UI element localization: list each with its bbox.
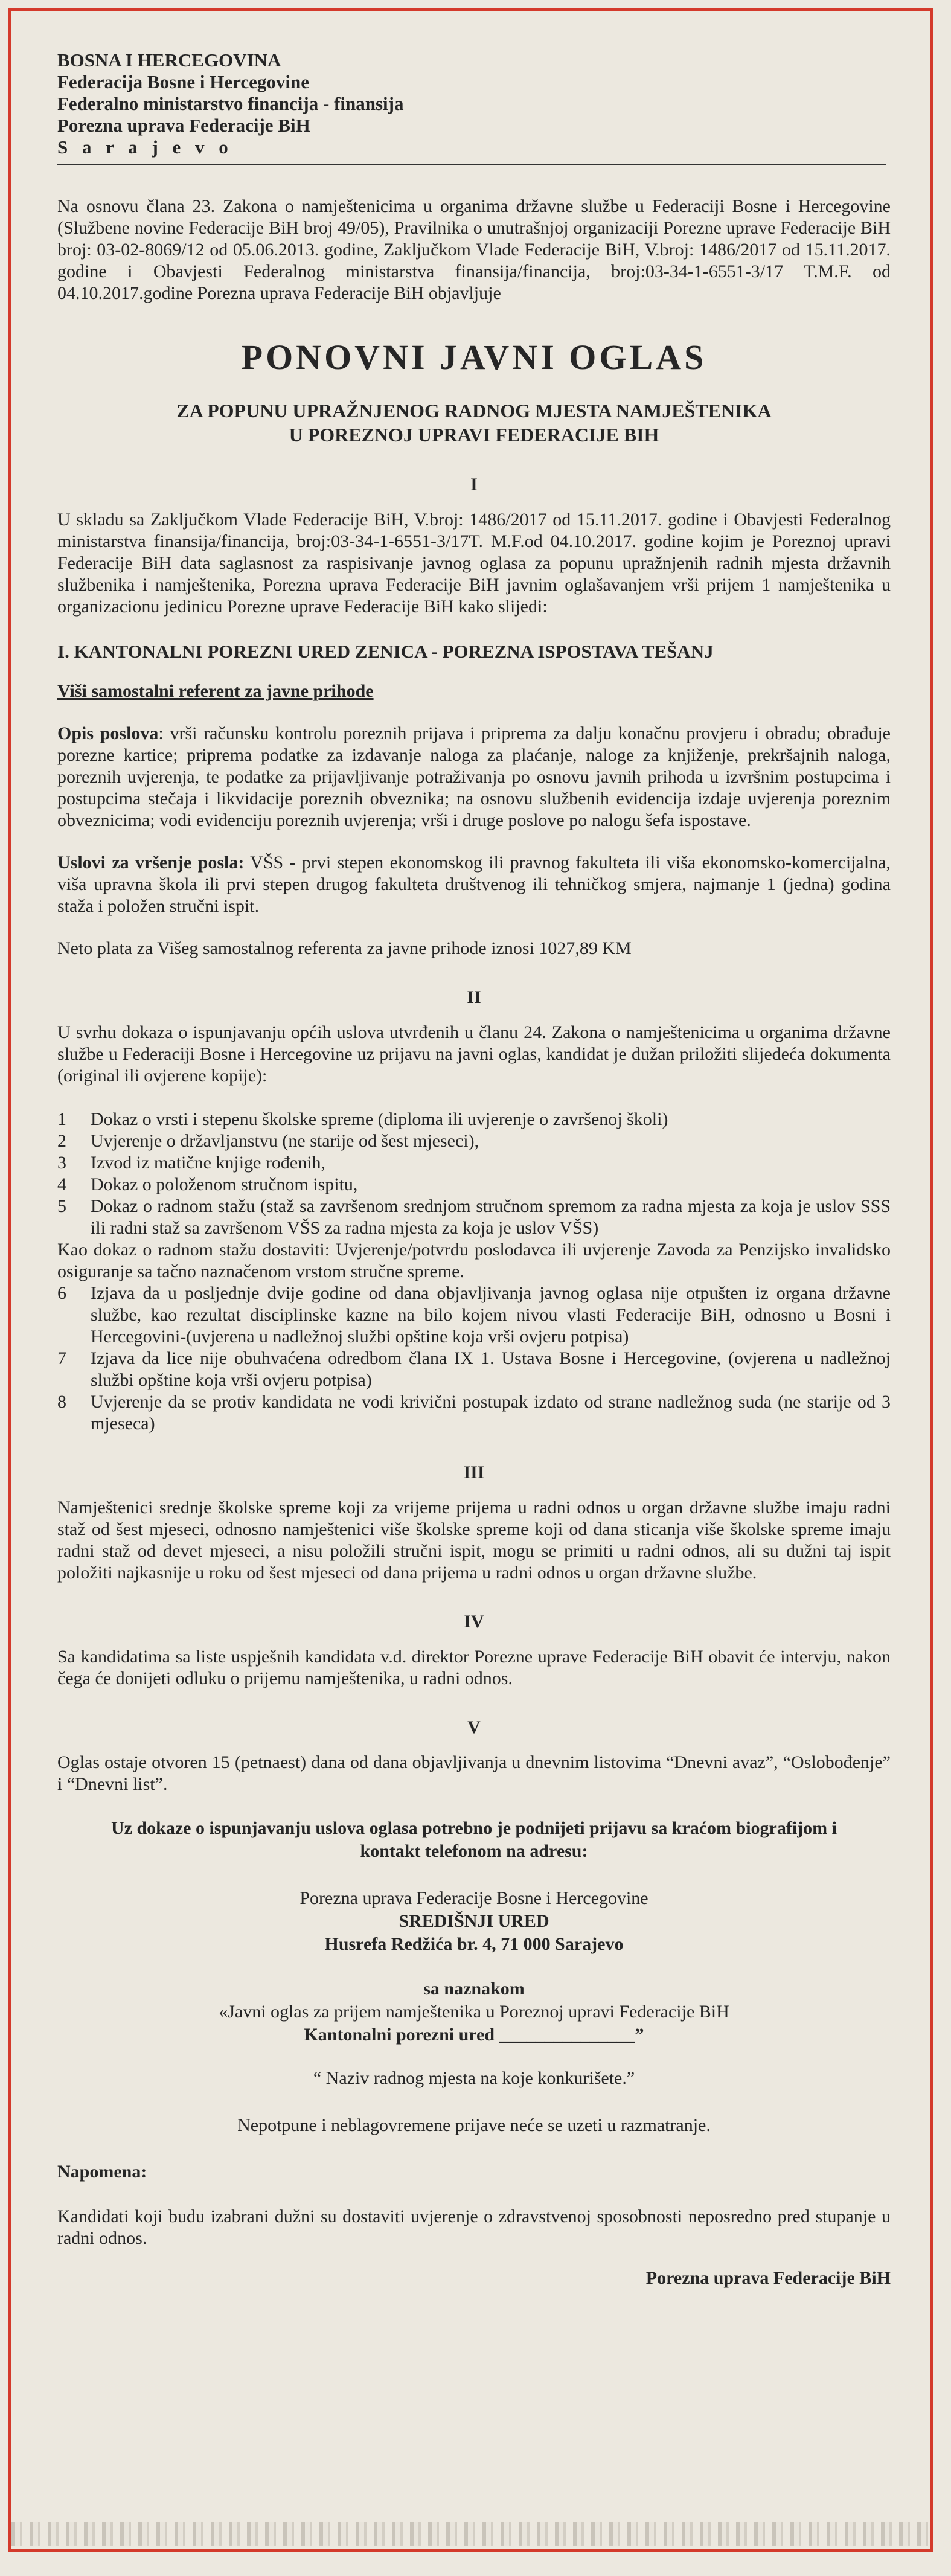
list-item: 3 Izvod iz matične knjige rođenih, — [57, 1153, 326, 1173]
duties-text: : vrši računsku kontrolu poreznih prijava i priprema za dalju konačnu provjeru i obradu; obrađuje porezne kartice; priprema podatke za izdavanje naloga za plaćanje, naloge za knjiženje, prekršajnih naloga, poreznih uvjerenja, te podatke za prijavljivanje potraživanja po osnovu javnih prihoda u izvršnim postupcima i postupcima stečaja i likvidacije poreznih obveznika; na osnovu službenih evidencija izdaje uvjerenja poreznim obveznicima; vodi evidenciju poreznih uvjerenja; vrši i druge poslove po nalogu šefa ispostave. — [57, 723, 891, 830]
header-federation: Federacija Bosne i Hercegovine — [57, 71, 309, 92]
note-label: Napomena: — [57, 2162, 147, 2182]
section-number-i: I — [470, 475, 478, 495]
list-item: 8 Uvjerenje da se protiv kandidata ne vodi krivični postupak izdato od strane nadležnog suda (ne starije od 3 mjeseca) — [57, 1392, 891, 1434]
section-i-text: U skladu sa Zaključkom Vlade Federacije BiH, V.broj: 1486/2017 od 15.11.2017. godine i Obavjesti Federalnog ministarstva finansija/financija, broj:03-34-1-6551-3/17T. M.F.od 04.10.2017. godine kojim je Poreznoj upravi Federacije BiH data saglasnost za raspisivanje javnog oglasa za popunu upražnjenih radnih mjesta državnih službenika i namještenika, Porezna uprava Federacije BiH javnim oglašavanjem vrši prijem 1 namještenika u organizacionu jedinicu Porezne uprave Federacije BiH kako slijedi: — [57, 510, 891, 617]
job-duties — [57, 723, 891, 831]
section-iii-text: Namještenici srednje školske spreme koji za vrijeme prijema u radni odnos u organ državne službe imaju radni staž od šest mjeseci, odnosno namještenici više školske spreme koji od dana sticanja više školske spreme imaju radni staž od devet mjeseci, a nisu položili stručni ispit, mogu se primiti u radni odnos, ali su dužni taj ispit položiti najkasnije u roku od šest mjeseci od dana prijema u radni odnos u organ državne službe. — [57, 1498, 891, 1583]
header-city: S a r a j e v o — [57, 136, 233, 158]
header-agency: Porezna uprava Federacije BiH — [57, 115, 310, 136]
header-divider — [57, 164, 886, 165]
list-item: 5 Dokaz o radnom stažu (staž sa završenom srednjom stručnom spremom za radna mjesta za koja je uslov SSS ili radni staž sa završenom VŠS za radna mjesta za koja je uslov VŠS) — [57, 1196, 891, 1238]
list-item: 2 Uvjerenje o državljanstvu (ne starije od šest mjeseci), — [57, 1131, 479, 1151]
note-text: Kandidati koji budu izabrani dužni su dostaviti uvjerenje o zdravstvenoj sposobnosti neposredno pred stupanje u radni odnos. — [57, 2206, 891, 2248]
legal-basis-paragraph: Na osnovu člana 23. Zakona o namještenicima u organima državne službe u Federaciji Bosne i Hercegovine (Službene novine Federacije BiH broj 49/05), Pravilnika o unutrašnjoj organizaciji Porezne uprave Federacije BiH broj: 03-02-8069/12 od 05.06.2013. godine, Zaključkom Vlade Federacije BiH, V.broj: 1486/2017 od 15.11.2017. godine i Obavjesti Federalnog ministarstva finansija/financija, broj:03-34-1-6551-3/17 T.M.F. od 04.10.2017.godine Porezna uprava Federacije BiH objavljuje — [57, 196, 891, 303]
address-office: SREDIŠNJI URED — [399, 1911, 549, 1931]
job-conditions — [57, 852, 891, 917]
duties-label: Opis poslova — [57, 723, 159, 743]
section-number-iv: IV — [464, 1612, 484, 1632]
conditions-label: Uslovi za vršenje posla: — [57, 853, 245, 873]
ad-subtitle — [57, 399, 891, 447]
marking-line-2: Kantonalni porezni ured _______________” — [304, 2025, 644, 2045]
header-ministry: Federalno ministarstvo financija - finansija — [57, 93, 404, 114]
list-item: 7 Izjava da lice nije obuhvaćena odredbom člana IX 1. Ustava Bosne i Hercegovine, (ovjerena u nadležnoj službi opštine koja vrši ovjeru potpisa) — [57, 1348, 891, 1390]
list-item: 6 Izjava da u posljednje dvije godine od dana objavljivanja javnog oglasa nije otpušten iz organa državne službe, kao rezultat disciplinske kazne na bilo kojem nivou vlasti Federacije BiH, odnosno u Bosni i Hercegovini-(uvjerena u nadležnoj službi opštine koja vrši ovjeru potpisa) — [57, 1283, 891, 1347]
list-item: 1 Dokaz o vrsti i stepenu školske spreme (diploma ili uvjerenje o završenoj školi) — [57, 1109, 668, 1129]
list-item: 4 Dokaz o položenom stručnom ispitu, — [57, 1174, 358, 1194]
section-iv-text: Sa kandidatima sa liste uspješnih kandidata v.d. direktor Porezne uprave Federacije BiH obavit će intervju, nakon čega će donijeti odluku o prijemu namještenika, u radni odnos. — [57, 1647, 891, 1688]
work-experience-note: Kao dokaz o radnom stažu dostaviti: Uvjerenje/potvrdu poslodavca ili uvjerenje Zavoda za Penzijsko invalidsko osiguranje sa tačno naznačenom vrstom stručne spreme. — [57, 1240, 891, 1281]
subtitle-line-2: U POREZNOJ UPRAVI FEDERACIJE BIH — [289, 424, 659, 446]
required-documents-list — [57, 1109, 891, 1435]
header-country: BOSNA I HERCEGOVINA — [57, 50, 281, 71]
section-ii-text: U svrhu dokaza o ispunjavanju općih uslova utvrđenih u članu 24. Zakona o namještenicima u organima državne službe u Federaciji Bosne i Hercegovine uz prijavu na javni oglas, kandidat je dužan priložiti slijedeća dokumenta (original ili ovjerene kopije): — [57, 1022, 891, 1086]
marking-line-1: «Javni oglas za prijem namještenika u Poreznoj upravi Federacije BiH — [219, 2002, 729, 2022]
ad-title: PONOVNI JAVNI OGLAS — [241, 338, 707, 377]
ad-content — [57, 50, 891, 2289]
signature: Porezna uprava Federacije BiH — [645, 2268, 891, 2288]
subtitle-line-1: ZA POPUNU UPRAŽNJENOG RADNOG MJESTA NAMJEŠTENIKA — [176, 400, 772, 421]
submission-instruction: Uz dokaze o ispunjavanju uslova oglasa potrebno je podnijeti prijavu sa kraćom biografijom i kontakt telefonom na adresu: — [110, 1818, 837, 1861]
net-salary: Neto plata za Višeg samostalnog referenta za javne prihode iznosi 1027,89 KM — [57, 938, 632, 958]
print-edge-strip — [11, 2522, 930, 2546]
address-street: Husrefa Redžića br. 4, 71 000 Sarajevo — [324, 1934, 624, 1954]
section-number-v: V — [467, 1717, 481, 1737]
position-title: Viši samostalni referent za javne prihode — [57, 681, 374, 701]
section-number-iii: III — [463, 1463, 485, 1482]
marking-label: sa naznakom — [423, 1979, 525, 1999]
conditions-text: VŠS - prvi stepen ekonomskog ili pravnog fakulteta ili viša ekonomsko-komercijalna, viša upravna škola ili prvi stepen drugog fakulteta društvenog ili tehničkog smjera, najmanje 1 (jedna) godina staža i položen stručni ispit. — [57, 853, 891, 916]
section-v-text: Oglas ostaje otvoren 15 (petnaest) dana od dana objavljivanja u dnevnim listovima “Dnevni avaz”, “Oslobođenje” i “Dnevni list”. — [57, 1752, 891, 1794]
section-number-ii: II — [467, 987, 481, 1007]
incomplete-applications-note: Nepotpune i neblagovremene prijave neće se uzeti u razmatranje. — [237, 2115, 711, 2135]
address-agency: Porezna uprava Federacije Bosne i Hercegovine — [299, 1888, 648, 1908]
organizational-unit: I. KANTONALNI POREZNI URED ZENICA - POREZNA ISPOSTAVA TEŠANJ — [57, 641, 714, 662]
issuer-header — [57, 50, 891, 158]
marking-line-3: “ Naziv radnog mjesta na koje konkurišete.” — [313, 2068, 635, 2088]
mailing-address — [57, 1887, 891, 2137]
